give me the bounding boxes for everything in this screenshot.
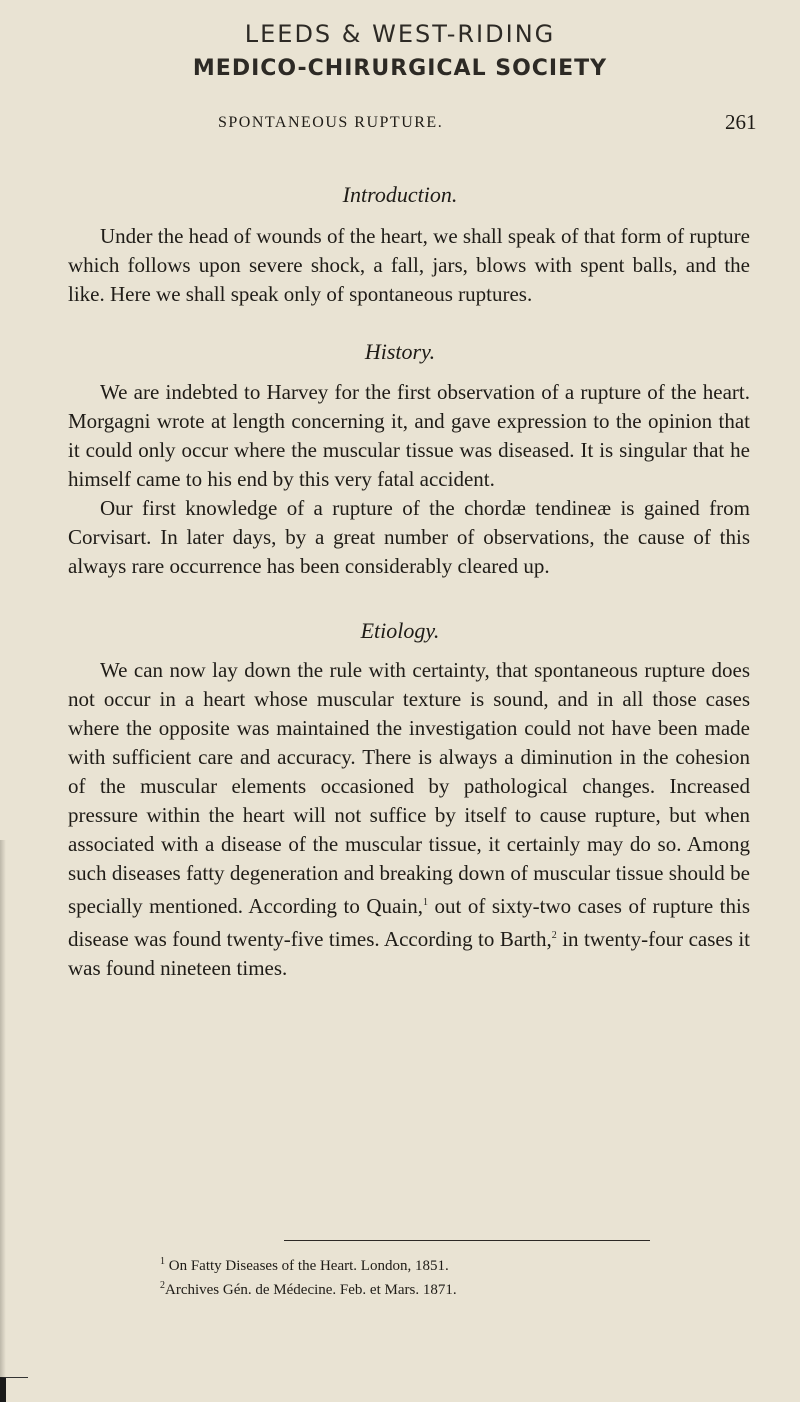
library-stamp-line2: MEDICO-CHIRURGICAL SOCIETY [192, 56, 608, 81]
footnote-text-1: On Fatty Diseases of the Heart. London, 1851. [168, 1258, 449, 1274]
footnote-ref-1[interactable]: 1 [422, 897, 428, 908]
etiology-text-part3: in twenty-four cases it was found nineteen times. [68, 927, 750, 980]
paragraph-etiology [68, 656, 750, 983]
footnote-text-2: Archives Gén. de Médecine. Feb. et Mars. 1871. [165, 1282, 457, 1298]
scan-corner-mark [0, 1377, 28, 1402]
paragraph-introduction: Under the head of wounds of the heart, we shall speak of that form of rupture which follows upon severe shock, a fall, jars, blows with spent balls, and the like. Here we shall speak only of spontaneous ruptures. [68, 224, 750, 306]
footnote-ref-2[interactable]: 2 [551, 930, 557, 941]
heading-history: History. [364, 339, 436, 364]
heading-introduction: Introduction. [342, 182, 458, 207]
etiology-text-part2: out of sixty-two cases of rupture this disease was found twenty-five times. According to Barth, [68, 894, 750, 951]
heading-etiology: Etiology. [360, 618, 440, 643]
etiology-text-part1: We can now lay down the rule with certainty, that spontaneous rupture does not occur in a heart whose muscular texture is sound, and in all those cases where the opposite was maintained the investigation could not have been made with sufficient care and accuracy. There is always a diminution in the cohesion of the muscular elements occasioned by pathological changes. Increased pressure within the heart will not suffice by itself to cause rupture, but when associated with a disease of the muscular tissue, it certainly may do so. Among such diseases fatty degeneration and breaking down of muscular tissue should be specially mentioned. According to Quain, [68, 658, 750, 918]
library-stamp-line1: LEEDS & WEST-RIDING [244, 20, 556, 48]
footnote-2 [160, 1276, 780, 1300]
footnotes [160, 1252, 780, 1300]
footnote-mark-1: 1 [160, 1256, 165, 1267]
running-head: SPONTANEOUS RUPTURE. [218, 114, 444, 131]
paragraph-history-1: We are indebted to Harvey for the first observation of a rupture of the heart. Morgagni wrote at length concerning it, and gave expression to the opinion that it could only occur where the muscular tissue was diseased. It is singular that he himself came to his end by this very fatal accident. [68, 380, 750, 491]
page-number: 261 [725, 110, 757, 134]
footnote-divider [284, 1240, 650, 1241]
binding-shadow [0, 840, 6, 1380]
footnote-mark-2: 2 [160, 1280, 165, 1291]
paragraph-history-2: Our first knowledge of a rupture of the chordæ tendineæ is gained from Corvisart. In later days, by a great number of observations, the cause of this always rare occurrence has been considerably cleared up. [68, 496, 750, 578]
footnote-1 [160, 1252, 780, 1276]
